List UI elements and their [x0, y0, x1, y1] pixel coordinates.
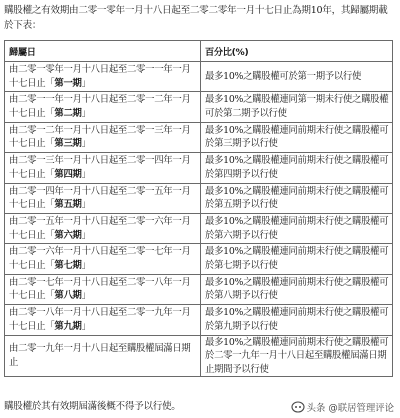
rule-cell: 最多10%之購股權連同前期未行使之購股權可於第七期予以行使	[201, 244, 393, 274]
rule-cell: 最多10%之購股權連同前期未行使之購股權可於第九期予以行使	[201, 305, 393, 335]
header-vesting-date: 歸屬日	[5, 41, 201, 62]
vesting-schedule-table	[4, 40, 393, 377]
period-cell: 由二零一六年一月十八日起至二零一七年一月十七日止「第七期」	[5, 244, 201, 274]
table-row	[5, 213, 393, 243]
period-label: 第七期	[54, 260, 82, 272]
period-cell: 由二零一二年一月十八日起至二零一三年一月十七日止「第三期」	[5, 122, 201, 152]
rule-cell: 最多10%之購股權連同前期未行使之購股權可於第五期予以行使	[201, 183, 393, 213]
watermark-text: 头条 @联居管理评论	[306, 403, 394, 414]
intro-paragraph: 購股權之有效期由二零一零年一月十八日起至二零二零年一月十七日止為期10年，其歸屬期載於下表：	[4, 5, 388, 31]
period-cell: 由二零一九年一月十八日起至購股權屆滿日期止	[5, 335, 201, 377]
period-label: 第五期	[54, 199, 82, 211]
rule-cell: 最多10%之購股權可於第一期予以行使	[201, 62, 393, 92]
period-cell: 由二零一五年一月十八日起至二零一六年一月十七日止「第六期」	[5, 213, 201, 243]
period-label: 第四期	[54, 168, 82, 180]
table-header-row	[5, 41, 393, 62]
table-row	[5, 305, 393, 335]
watermark	[291, 400, 394, 414]
rule-cell: 最多10%之購股權連同前期未行使之購股權可於二零一九年一月十八日起至購股權屆滿日期止期間予以行使	[201, 335, 393, 377]
period-cell: 由二零一三年一月十八日起至二零一四年一月十七日止「第四期」	[5, 153, 201, 183]
table-row	[5, 274, 393, 304]
period-cell: 由二零一四年一月十八日起至二零一五年一月十七日止「第五期」	[5, 183, 201, 213]
rule-cell: 最多10%之購股權連同第一期未行使之購股權可於第二期予以行使	[201, 92, 393, 122]
table-row	[5, 122, 393, 152]
table-row	[5, 244, 393, 274]
closing-paragraph: 購股權於其有效期屆滿後概不得予以行使。	[4, 401, 181, 412]
period-label: 第六期	[54, 229, 82, 241]
table-row	[5, 92, 393, 122]
rule-cell: 最多10%之購股權連同前期未行使之購股權可於第八期予以行使	[201, 274, 393, 304]
period-label: 第九期	[54, 320, 82, 332]
header-percentage: 百分比(%)	[201, 41, 393, 62]
rule-cell: 最多10%之購股權連同前期未行使之購股權可於第三期予以行使	[201, 122, 393, 152]
period-label: 第二期	[54, 108, 82, 120]
toutiao-logo-icon	[291, 401, 305, 413]
period-label: 第一期	[54, 77, 82, 89]
period-cell: 由二零一七年一月十八日起至二零一八年一月十七日止「第八期」	[5, 274, 201, 304]
period-cell: 由二零一零年一月十八日起至二零一一年一月十七日止「第一期」	[5, 62, 201, 92]
rule-cell: 最多10%之購股權連同前期未行使之購股權可於第六期予以行使	[201, 213, 393, 243]
period-cell: 由二零一八年一月十八日起至二零一九年一月十七日止「第九期」	[5, 305, 201, 335]
period-cell: 由二零一一年一月十八日起至二零一二年一月十七日止「第二期」	[5, 92, 201, 122]
table-row	[5, 62, 393, 92]
period-label: 第八期	[54, 290, 82, 302]
period-label: 第三期	[54, 138, 82, 150]
table-row	[5, 335, 393, 377]
table-row	[5, 183, 393, 213]
rule-cell: 最多10%之購股權連同前期未行使之購股權可於第四期予以行使	[201, 153, 393, 183]
table-row	[5, 153, 393, 183]
